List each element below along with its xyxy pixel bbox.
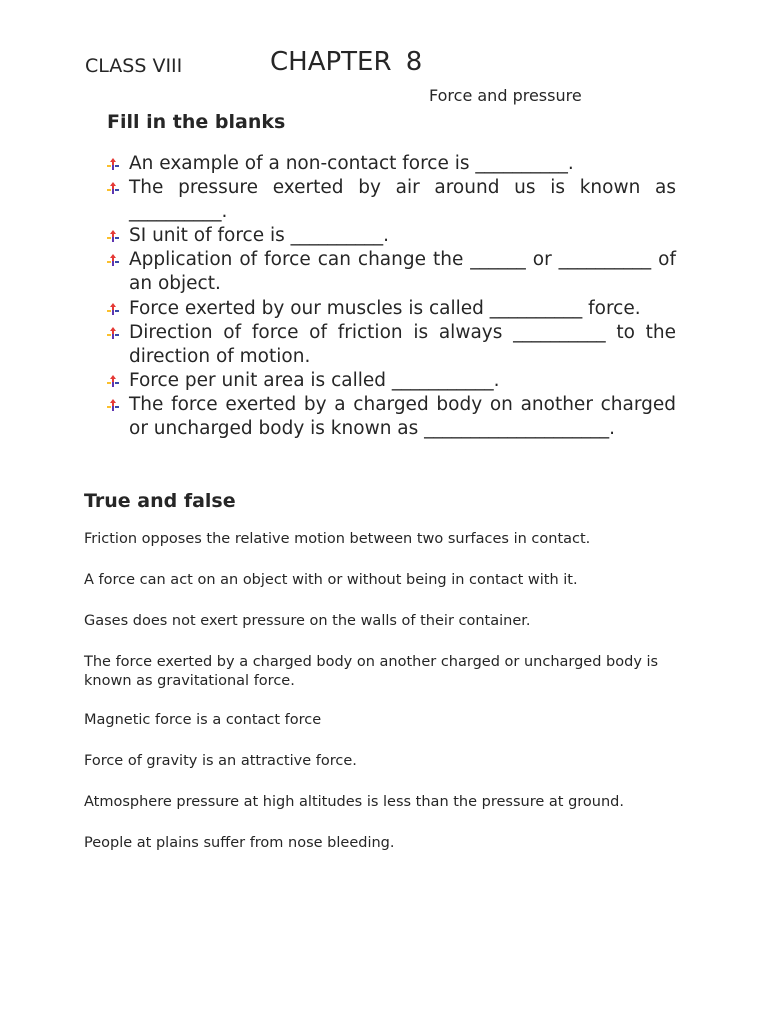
true-false-list bbox=[0, 530, 768, 875]
arrow-bullet-icon bbox=[107, 327, 119, 339]
fill-blank-text: Application of force can change the ______ or __________ of an object. bbox=[129, 249, 676, 295]
true-false-item bbox=[0, 571, 684, 590]
true-false-item bbox=[0, 653, 684, 691]
class-label: CLASS VIII bbox=[85, 55, 183, 77]
fill-blank-text: Force exerted by our muscles is called __________ force. bbox=[129, 297, 641, 319]
fill-blanks-list bbox=[104, 152, 676, 441]
fill-blank-item bbox=[104, 297, 676, 321]
true-false-statement: The force exerted by a charged body on another charged or uncharged body is known as gravitational force. bbox=[84, 654, 659, 689]
true-false-statement: Gases does not exert pressure on the walls of their container. bbox=[84, 613, 531, 629]
fill-blanks-heading: Fill in the blanks bbox=[107, 111, 286, 133]
true-false-statement: Force of gravity is an attractive force. bbox=[84, 753, 357, 769]
true-false-statement: A force can act on an object with or without being in contact with it. bbox=[84, 572, 578, 588]
arrow-bullet-icon bbox=[107, 375, 119, 387]
fill-blank-item bbox=[104, 369, 676, 393]
fill-blank-item bbox=[104, 321, 676, 369]
arrow-bullet-icon bbox=[107, 303, 119, 315]
true-false-item bbox=[0, 834, 684, 853]
fill-blank-text: SI unit of force is __________. bbox=[129, 225, 390, 247]
true-false-item bbox=[0, 530, 684, 549]
fill-blank-text: Direction of force of friction is always __________ to the direction of motion. bbox=[129, 321, 676, 367]
arrow-bullet-icon bbox=[107, 254, 119, 266]
true-false-heading: True and false bbox=[84, 490, 236, 512]
true-false-item bbox=[0, 711, 684, 730]
fill-blank-text: Force per unit area is called ___________. bbox=[129, 369, 500, 391]
arrow-bullet-icon bbox=[107, 182, 119, 194]
true-false-statement: People at plains suffer from nose bleeding. bbox=[84, 835, 395, 851]
fill-blank-item bbox=[104, 176, 676, 224]
true-false-statement: Atmosphere pressure at high altitudes is less than the pressure at ground. bbox=[84, 794, 624, 810]
fill-blank-item bbox=[104, 248, 676, 296]
fill-blank-item bbox=[104, 393, 676, 441]
fill-blank-text: An example of a non-contact force is __________. bbox=[129, 153, 574, 174]
arrow-bullet-icon bbox=[107, 158, 119, 170]
arrow-bullet-icon bbox=[107, 399, 119, 411]
arrow-bullet-icon bbox=[107, 230, 119, 242]
chapter-title: CHAPTER 8 bbox=[270, 47, 423, 77]
fill-blank-item bbox=[104, 224, 676, 248]
fill-blank-text: The pressure exerted by air around us is known as __________. bbox=[129, 177, 676, 223]
true-false-statement: Friction opposes the relative motion between two surfaces in contact. bbox=[84, 531, 591, 547]
chapter-subtitle: Force and pressure bbox=[429, 86, 582, 105]
true-false-item bbox=[0, 793, 684, 812]
true-false-item bbox=[0, 752, 684, 771]
true-false-item bbox=[0, 612, 684, 631]
fill-blank-item bbox=[104, 152, 676, 176]
fill-blank-text: The force exerted by a charged body on another charged or uncharged body is known as ____________________. bbox=[129, 393, 676, 440]
true-false-statement: Magnetic force is a contact force bbox=[84, 712, 322, 728]
